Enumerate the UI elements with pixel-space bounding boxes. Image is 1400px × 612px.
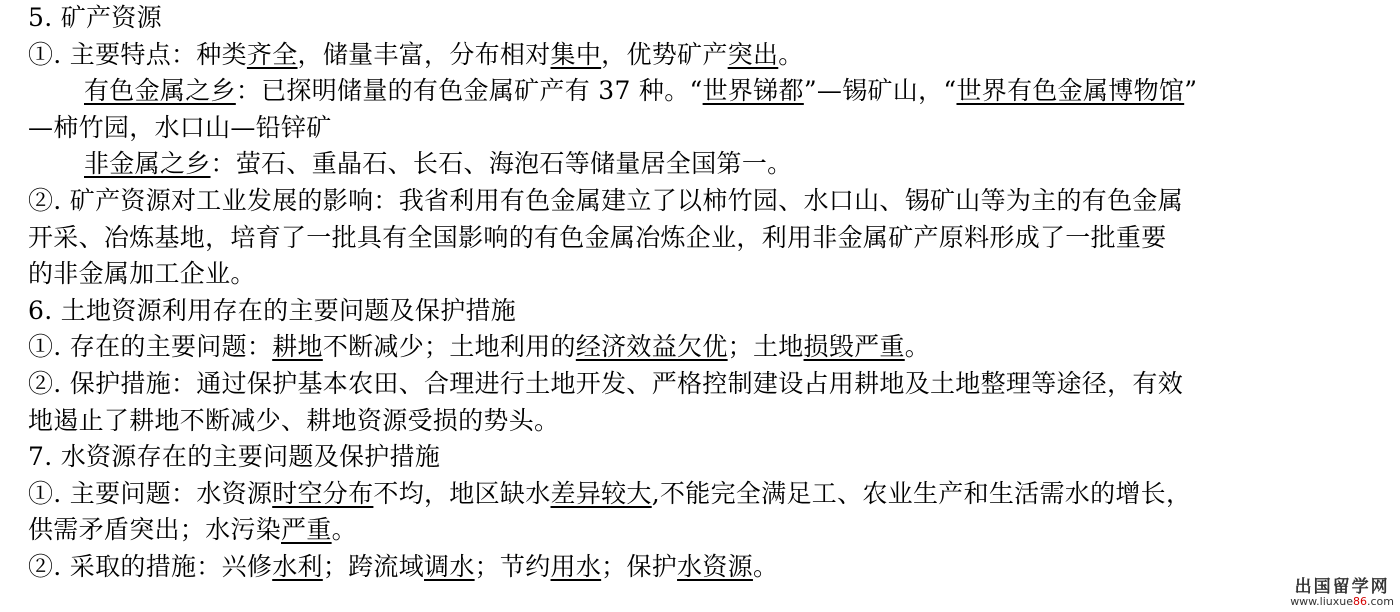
text-segment: ：萤石、重晶石、长石、海泡石等储量居全国第一。 bbox=[210, 149, 793, 179]
text-segment: ,不能完全满足工、农业生产和生活需水的增长， bbox=[651, 478, 1192, 508]
text-segment: 6. 土地资源利用存在的主要问题及保护措施 bbox=[28, 295, 517, 325]
text-segment: 供需矛盾突出；水污染 bbox=[28, 515, 282, 545]
text-segment: ①. 主要特点：种类 bbox=[28, 39, 247, 69]
underlined-term: 严重 bbox=[281, 515, 332, 545]
text-line bbox=[28, 512, 1396, 549]
text-segment: ②. 保护措施：通过保护基本农田、合理进行土地开发、严格控制建设占用耕地及土地整理等途径，有效 bbox=[28, 368, 1183, 398]
text-segment: 。 bbox=[752, 551, 779, 581]
watermark-url: www.liuxue86.com bbox=[1290, 595, 1394, 609]
text-line bbox=[28, 403, 1396, 440]
text-segment: ②. 采取的措施：兴修 bbox=[28, 551, 273, 581]
text-line bbox=[28, 0, 1396, 37]
text-segment: 。 bbox=[778, 39, 804, 69]
underlined-term: 损毁严重 bbox=[803, 332, 905, 362]
text-segment: 。 bbox=[904, 332, 931, 362]
text-line bbox=[28, 293, 1396, 330]
text-segment: ” bbox=[1184, 76, 1198, 106]
text-segment: 。 bbox=[331, 515, 357, 545]
underlined-term: 经济效益欠优 bbox=[575, 332, 728, 362]
underlined-term: 齐全 bbox=[246, 39, 298, 69]
underlined-term: 时空分布 bbox=[272, 478, 374, 508]
text-segment: 5. 矿产资源 bbox=[28, 3, 162, 32]
watermark-title: 出国留学网 bbox=[1294, 576, 1390, 597]
text-segment: ；保护 bbox=[601, 551, 678, 581]
underlined-term: 非金属之乡 bbox=[84, 149, 211, 179]
text-segment: ，储量丰富，分布相对 bbox=[297, 39, 551, 69]
text-segment: ；跨流域 bbox=[322, 551, 425, 581]
text-line bbox=[28, 73, 1396, 110]
text-line bbox=[28, 37, 1396, 74]
text-line bbox=[28, 366, 1396, 403]
underlined-term: 水资源 bbox=[677, 551, 753, 581]
text-segment: ①. 存在的主要问题： bbox=[28, 332, 273, 362]
text-segment: —柿竹园，水口山—铅锌矿 bbox=[28, 112, 332, 142]
text-line bbox=[28, 146, 1396, 183]
text-segment: ；节约 bbox=[474, 551, 551, 581]
underlined-term: 世界锑都 bbox=[702, 76, 804, 106]
underlined-term: 调水 bbox=[424, 551, 475, 581]
text-line bbox=[28, 476, 1396, 513]
underlined-term: 耕地 bbox=[272, 332, 323, 362]
underlined-term: 世界有色金属博物馆 bbox=[956, 76, 1185, 106]
text-segment: 的非金属加工企业。 bbox=[28, 259, 256, 289]
text-segment: ；土地 bbox=[727, 332, 804, 362]
site-watermark bbox=[1290, 576, 1394, 609]
text-line bbox=[28, 329, 1396, 366]
text-segment: 不均，地区缺水 bbox=[373, 478, 551, 508]
underlined-term: 突出 bbox=[727, 39, 779, 69]
text-segment: ：已探明储量的有色金属矿产有 37 种。“ bbox=[235, 76, 703, 106]
text-segment: 不断减少；土地利用的 bbox=[322, 332, 576, 362]
document-body bbox=[28, 0, 1396, 586]
text-segment: ①. 主要问题：水资源 bbox=[28, 478, 273, 508]
text-line bbox=[28, 183, 1396, 220]
text-line bbox=[28, 220, 1396, 257]
text-line bbox=[28, 256, 1396, 293]
text-segment: 开采、冶炼基地，培育了一批具有全国影响的有色金属冶炼企业，利用非金属矿产原料形成了一批重要 bbox=[28, 222, 1167, 252]
underlined-term: 差异较大 bbox=[550, 478, 652, 508]
text-line bbox=[28, 439, 1396, 476]
text-line bbox=[28, 549, 1396, 586]
underlined-term: 用水 bbox=[550, 551, 602, 581]
underlined-term: 水利 bbox=[272, 551, 323, 581]
underlined-term: 有色金属之乡 bbox=[84, 76, 236, 106]
underlined-term: 集中 bbox=[550, 39, 602, 69]
text-segment: 地遏止了耕地不断减少、耕地资源受损的势头。 bbox=[28, 405, 560, 435]
text-segment: ”—锡矿山，“ bbox=[803, 76, 957, 106]
text-segment: 7. 水资源存在的主要问题及保护措施 bbox=[28, 442, 441, 472]
text-line bbox=[28, 110, 1396, 147]
text-segment: ②. 矿产资源对工业发展的影响：我省利用有色金属建立了以柿竹园、水口山、锡矿山等为主的有色金属 bbox=[28, 185, 1183, 215]
text-segment: ，优势矿产 bbox=[601, 39, 728, 69]
